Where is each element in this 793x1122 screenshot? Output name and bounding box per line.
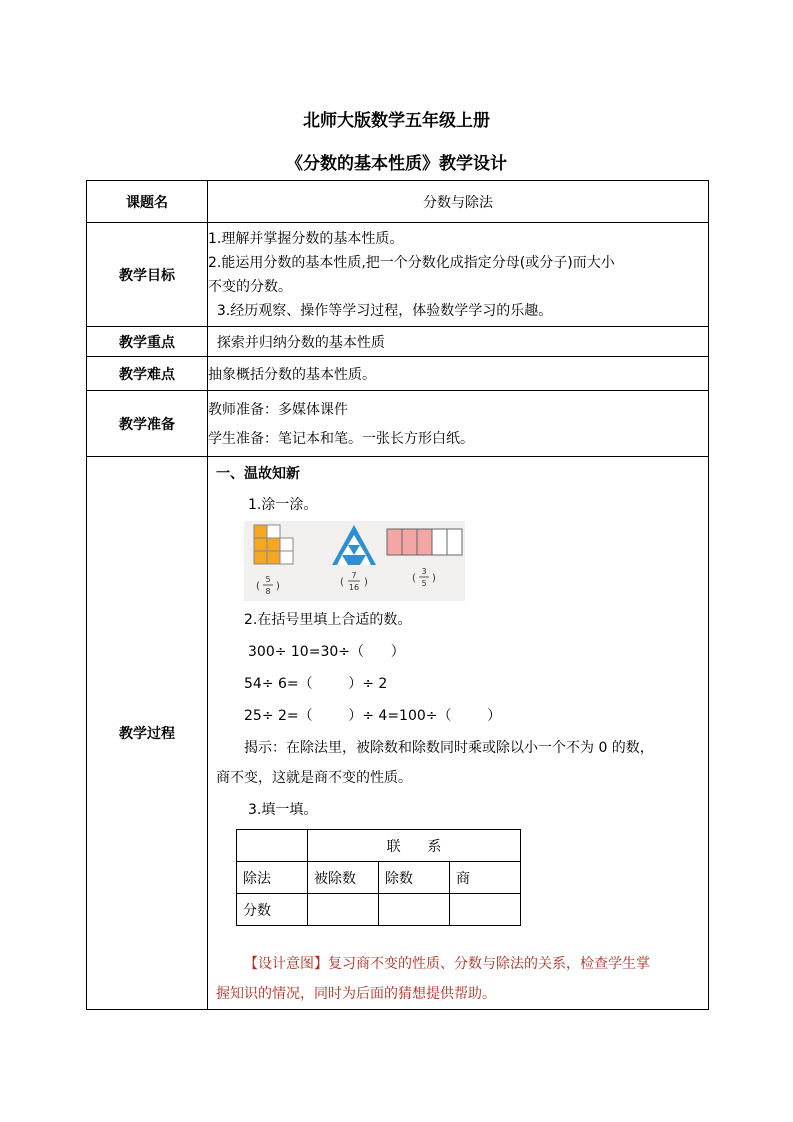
svg-text:(: ( xyxy=(340,577,344,588)
goal-line: 3.经历观察、操作等学习过程，体验数学学习的乐趣。 xyxy=(208,302,553,319)
design-intent-tag: 【设计意图】 xyxy=(244,956,328,972)
design-intent-line-2: 握知识的情况，同时为后面的猜想提供帮助。 xyxy=(216,986,496,1002)
svg-text:(: ( xyxy=(256,581,260,592)
goals-cell xyxy=(208,223,709,327)
goals-label: 教学目标 xyxy=(87,223,208,327)
fill-in-table xyxy=(236,829,521,926)
inner-cell xyxy=(379,894,450,926)
svg-text:): ) xyxy=(364,577,368,588)
fraction-shapes-icon xyxy=(244,521,465,601)
key-point-value: 探索并归纳分数的基本性质 xyxy=(208,327,709,357)
fraction-2-numerator: 7 xyxy=(351,571,357,580)
inner-cell xyxy=(308,894,379,926)
reveal-line-1: 揭示：在除法里，被除数和除数同时乘或除以小一个不为 0 的数， xyxy=(244,740,654,756)
difficulty-value: 抽象概括分数的基本性质。 xyxy=(208,357,709,391)
fraction-2-denominator: 16 xyxy=(348,583,360,592)
inner-cell: 被除数 xyxy=(308,862,379,894)
question-2: 2.在括号里填上合适的数。 xyxy=(244,612,412,628)
preparation-cell xyxy=(208,391,709,457)
lesson-plan-table xyxy=(86,180,709,1010)
section-heading: 一、温故知新 xyxy=(216,466,300,482)
equation-2: 54÷ 6=（ ）÷ 2 xyxy=(244,676,388,692)
topic-label: 课题名 xyxy=(87,181,208,223)
topic-value: 分数与除法 xyxy=(208,181,709,223)
process-cell xyxy=(208,457,709,1010)
teacher-prep: 教师准备：多媒体课件 xyxy=(208,401,348,418)
inner-cell: 除法 xyxy=(237,862,308,894)
inner-cell xyxy=(450,894,521,926)
svg-text:(: ( xyxy=(412,573,416,584)
process-label: 教学过程 xyxy=(87,457,208,1010)
design-intent-text: 复习商不变的性质、分数与除法的关系，检查学生掌 xyxy=(328,956,650,972)
difficulty-label: 教学难点 xyxy=(87,357,208,391)
inner-cell: 除数 xyxy=(379,862,450,894)
fraction-3-numerator: 3 xyxy=(421,567,427,576)
key-point-label: 教学重点 xyxy=(87,327,208,357)
goal-line: 2.能运用分数的基本性质,把一个分数化成指定分母(或分子)而大小 xyxy=(208,254,615,271)
fraction-1-numerator: 5 xyxy=(265,575,271,584)
inner-cell: 商 xyxy=(450,862,521,894)
student-prep: 学生准备：笔记本和笔。一张长方形白纸。 xyxy=(208,430,474,447)
svg-text:): ) xyxy=(276,581,280,592)
goal-line: 1.理解并掌握分数的基本性质。 xyxy=(208,230,404,247)
equation-3: 25÷ 2=（ ）÷ 4=100÷（ ） xyxy=(244,708,502,724)
document-title: 北师大版数学五年级上册 xyxy=(303,111,490,131)
question-1: 1.涂一涂。 xyxy=(248,497,318,513)
fraction-1-denominator: 8 xyxy=(265,587,271,596)
inner-table-corner xyxy=(237,830,308,862)
document-subtitle: 《分数的基本性质》教学设计 xyxy=(286,154,507,174)
preparation-label: 教学准备 xyxy=(87,391,208,457)
fraction-exercise-image xyxy=(244,521,465,601)
inner-table-header: 联 系 xyxy=(308,830,521,862)
reveal-line-2: 商不变，这就是商不变的性质。 xyxy=(216,770,412,786)
equation-1: 300÷ 10=30÷（ ） xyxy=(248,644,405,660)
goal-line: 不变的分数。 xyxy=(208,278,292,295)
design-intent-line-1 xyxy=(244,953,650,973)
fraction-3-denominator: 5 xyxy=(421,579,427,588)
inner-cell: 分数 xyxy=(237,894,308,926)
svg-text:): ) xyxy=(432,573,436,584)
question-3: 3.填一填。 xyxy=(248,802,318,818)
